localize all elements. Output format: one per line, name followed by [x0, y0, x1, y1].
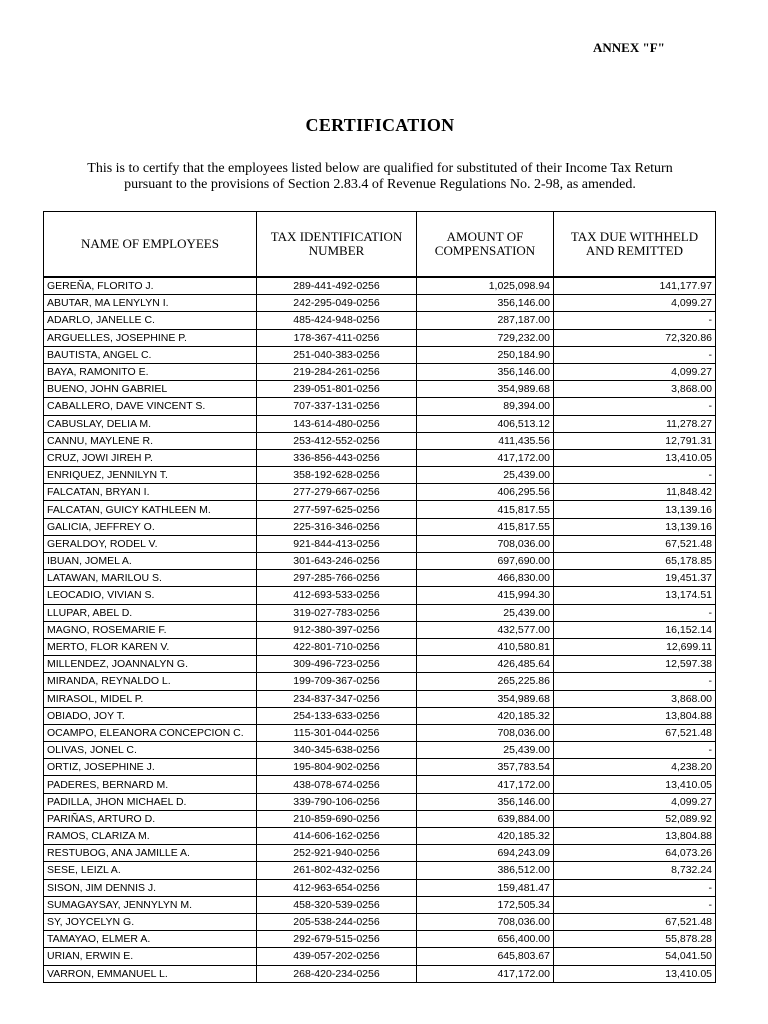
tax-due-cell: 13,410.05: [554, 776, 716, 793]
employee-name: RAMOS, CLARIZA M.: [44, 828, 257, 845]
tax-due-cell: -: [554, 467, 716, 484]
table-row: [44, 346, 716, 363]
document-title: CERTIFICATION: [305, 115, 455, 135]
tin-cell: 239-051-801-0256: [257, 381, 417, 398]
employee-name: ABUTAR, MA LENYLYN I.: [44, 295, 257, 312]
table-row: [44, 724, 716, 741]
tax-due-cell: 13,410.05: [554, 965, 716, 982]
tin-cell: 277-279-667-0256: [257, 484, 417, 501]
table-row: [44, 449, 716, 466]
table-row: [44, 673, 716, 690]
employee-name: SUMAGAYSAY, JENNYLYN M.: [44, 896, 257, 913]
tin-cell: 340-345-638-0256: [257, 742, 417, 759]
tin-cell: 414-606-162-0256: [257, 828, 417, 845]
employee-name: LLUPAR, ABEL D.: [44, 604, 257, 621]
employee-name: PADERES, BERNARD M.: [44, 776, 257, 793]
tax-due-cell: 13,804.88: [554, 707, 716, 724]
tax-due-cell: -: [554, 398, 716, 415]
compensation-cell: 386,512.00: [417, 862, 554, 879]
tin-cell: 412-693-533-0256: [257, 587, 417, 604]
tax-due-cell: -: [554, 604, 716, 621]
tin-cell: 921-844-413-0256: [257, 535, 417, 552]
table-row: [44, 415, 716, 432]
compensation-cell: 25,439.00: [417, 742, 554, 759]
employee-name: MAGNO, ROSEMARIE F.: [44, 621, 257, 638]
table-row: [44, 759, 716, 776]
table-body: [44, 277, 716, 982]
tin-cell: 277-597-625-0256: [257, 501, 417, 518]
tin-cell: 195-804-902-0256: [257, 759, 417, 776]
tin-cell: 319-027-783-0256: [257, 604, 417, 621]
table-row: [44, 913, 716, 930]
tin-cell: 143-614-480-0256: [257, 415, 417, 432]
header-tin: TAX IDENTIFICATION NUMBER: [257, 212, 417, 278]
employee-name: CABUSLAY, DELIA M.: [44, 415, 257, 432]
table-row: [44, 656, 716, 673]
compensation-cell: 1,025,098.94: [417, 277, 554, 295]
tax-due-cell: 3,868.00: [554, 381, 716, 398]
tax-due-cell: 12,699.11: [554, 638, 716, 655]
tax-due-cell: 72,320.86: [554, 329, 716, 346]
tin-cell: 254-133-633-0256: [257, 707, 417, 724]
employee-name: CANNU, MAYLENE R.: [44, 432, 257, 449]
table-row: [44, 621, 716, 638]
employee-name: SY, JOYCELYN G.: [44, 913, 257, 930]
tin-cell: 309-496-723-0256: [257, 656, 417, 673]
compensation-cell: 708,036.00: [417, 724, 554, 741]
compensation-cell: 417,172.00: [417, 449, 554, 466]
tax-due-cell: 4,099.27: [554, 793, 716, 810]
tax-due-cell: 67,521.48: [554, 535, 716, 552]
compensation-cell: 656,400.00: [417, 931, 554, 948]
employee-name: CRUZ, JOWI JIREH P.: [44, 449, 257, 466]
compensation-cell: 265,225.86: [417, 673, 554, 690]
table-row: [44, 484, 716, 501]
table-row: [44, 845, 716, 862]
table-row: [44, 965, 716, 982]
tin-cell: 253-412-552-0256: [257, 432, 417, 449]
tax-due-cell: 12,791.31: [554, 432, 716, 449]
tin-cell: 439-057-202-0256: [257, 948, 417, 965]
compensation-cell: 417,172.00: [417, 965, 554, 982]
employee-name: BUENO, JOHN GABRIEL: [44, 381, 257, 398]
table-row: [44, 363, 716, 380]
employee-name: ENRIQUEZ, JENNILYN T.: [44, 467, 257, 484]
employee-name: ORTIZ, JOSEPHINE J.: [44, 759, 257, 776]
compensation-cell: 356,146.00: [417, 295, 554, 312]
statement-line-1: This is to certify that the employees listed below are qualified for substituted of their Income Tax Return: [87, 161, 673, 176]
tax-due-cell: 13,174.51: [554, 587, 716, 604]
tax-due-cell: 8,732.24: [554, 862, 716, 879]
compensation-cell: 250,184.90: [417, 346, 554, 363]
compensation-cell: 356,146.00: [417, 363, 554, 380]
table-row: [44, 381, 716, 398]
employee-name: ADARLO, JANELLE C.: [44, 312, 257, 329]
compensation-cell: 426,485.64: [417, 656, 554, 673]
compensation-cell: 729,232.00: [417, 329, 554, 346]
table-row: [44, 879, 716, 896]
tin-cell: 225-316-346-0256: [257, 518, 417, 535]
employee-name: GEREÑA, FLORITO J.: [44, 277, 257, 295]
table-row: [44, 793, 716, 810]
employee-name: PADILLA, JHON MICHAEL D.: [44, 793, 257, 810]
tax-due-cell: -: [554, 879, 716, 896]
tin-cell: 412-963-654-0256: [257, 879, 417, 896]
compensation-cell: 415,817.55: [417, 518, 554, 535]
tax-due-cell: 4,099.27: [554, 295, 716, 312]
compensation-cell: 415,994.30: [417, 587, 554, 604]
tax-due-cell: -: [554, 896, 716, 913]
employee-name: ARGUELLES, JOSEPHINE P.: [44, 329, 257, 346]
employee-name: TAMAYAO, ELMER A.: [44, 931, 257, 948]
compensation-cell: 172,505.34: [417, 896, 554, 913]
table-row: [44, 707, 716, 724]
table-row: [44, 828, 716, 845]
compensation-cell: 639,884.00: [417, 810, 554, 827]
table-row: [44, 690, 716, 707]
tin-cell: 205-538-244-0256: [257, 913, 417, 930]
tax-due-cell: 4,099.27: [554, 363, 716, 380]
tax-due-cell: 16,152.14: [554, 621, 716, 638]
tin-cell: 219-284-261-0256: [257, 363, 417, 380]
employee-name: BAYA, RAMONITO E.: [44, 363, 257, 380]
tin-cell: 261-802-432-0256: [257, 862, 417, 879]
table-row: [44, 312, 716, 329]
tin-cell: 115-301-044-0256: [257, 724, 417, 741]
employee-name: MIRANDA, REYNALDO L.: [44, 673, 257, 690]
compensation-cell: 645,803.67: [417, 948, 554, 965]
compensation-cell: 466,830.00: [417, 570, 554, 587]
table-row: [44, 896, 716, 913]
compensation-cell: 694,243.09: [417, 845, 554, 862]
tax-due-cell: 11,278.27: [554, 415, 716, 432]
header-tax-due: TAX DUE WITHHELD AND REMITTED: [554, 212, 716, 278]
tin-cell: 422-801-710-0256: [257, 638, 417, 655]
compensation-cell: 410,580.81: [417, 638, 554, 655]
table-row: [44, 742, 716, 759]
tin-cell: 251-040-383-0256: [257, 346, 417, 363]
employee-name: FALCATAN, BRYAN I.: [44, 484, 257, 501]
header-compensation: AMOUNT OF COMPENSATION: [417, 212, 554, 278]
tax-due-cell: 52,089.92: [554, 810, 716, 827]
employee-name: CABALLERO, DAVE VINCENT S.: [44, 398, 257, 415]
tin-cell: 458-320-539-0256: [257, 896, 417, 913]
tax-due-cell: -: [554, 673, 716, 690]
tin-cell: 707-337-131-0256: [257, 398, 417, 415]
statement-line-2: pursuant to the provisions of Section 2.83.4 of Revenue Regulations No. 2-98, as amended.: [124, 177, 636, 192]
table-row: [44, 329, 716, 346]
tax-due-cell: 55,878.28: [554, 931, 716, 948]
employee-name: OLIVAS, JONEL C.: [44, 742, 257, 759]
table-row: [44, 604, 716, 621]
table-row: [44, 518, 716, 535]
employee-name: GALICIA, JEFFREY O.: [44, 518, 257, 535]
employee-name: LATAWAN, MARILOU S.: [44, 570, 257, 587]
employee-name: OBIADO, JOY T.: [44, 707, 257, 724]
tax-due-cell: 3,868.00: [554, 690, 716, 707]
table-row: [44, 277, 716, 295]
table-row: [44, 432, 716, 449]
tax-due-cell: 12,597.38: [554, 656, 716, 673]
compensation-cell: 159,481.47: [417, 879, 554, 896]
tin-cell: 210-859-690-0256: [257, 810, 417, 827]
employee-name: MILLENDEZ, JOANNALYN G.: [44, 656, 257, 673]
compensation-cell: 357,783.54: [417, 759, 554, 776]
table-header-row: [44, 212, 716, 278]
tax-due-cell: 13,804.88: [554, 828, 716, 845]
tin-cell: 912-380-397-0256: [257, 621, 417, 638]
employee-name: FALCATAN, GUICY KATHLEEN M.: [44, 501, 257, 518]
compensation-cell: 411,435.56: [417, 432, 554, 449]
tax-due-cell: 13,139.16: [554, 518, 716, 535]
compensation-cell: 356,146.00: [417, 793, 554, 810]
tin-cell: 234-837-347-0256: [257, 690, 417, 707]
employee-name: BAUTISTA, ANGEL C.: [44, 346, 257, 363]
tax-due-cell: 67,521.48: [554, 724, 716, 741]
table-row: [44, 501, 716, 518]
certification-statement: [40, 161, 720, 193]
compensation-cell: 417,172.00: [417, 776, 554, 793]
tin-cell: 242-295-049-0256: [257, 295, 417, 312]
tin-cell: 199-709-367-0256: [257, 673, 417, 690]
table-row: [44, 398, 716, 415]
compensation-cell: 89,394.00: [417, 398, 554, 415]
tin-cell: 268-420-234-0256: [257, 965, 417, 982]
tax-due-cell: 4,238.20: [554, 759, 716, 776]
compensation-cell: 354,989.68: [417, 381, 554, 398]
compensation-cell: 406,295.56: [417, 484, 554, 501]
compensation-cell: 697,690.00: [417, 553, 554, 570]
tin-cell: 339-790-106-0256: [257, 793, 417, 810]
compensation-cell: 406,513.12: [417, 415, 554, 432]
employee-name: GERALDOY, RODEL V.: [44, 535, 257, 552]
table-row: [44, 948, 716, 965]
tax-due-cell: 54,041.50: [554, 948, 716, 965]
table-row: [44, 467, 716, 484]
tin-cell: 485-424-948-0256: [257, 312, 417, 329]
header-name: NAME OF EMPLOYEES: [44, 212, 257, 278]
employee-name: URIAN, ERWIN E.: [44, 948, 257, 965]
compensation-cell: 25,439.00: [417, 467, 554, 484]
employee-name: SISON, JIM DENNIS J.: [44, 879, 257, 896]
tax-due-cell: 64,073.26: [554, 845, 716, 862]
tax-due-cell: 141,177.97: [554, 277, 716, 295]
table-row: [44, 810, 716, 827]
tin-cell: 292-679-515-0256: [257, 931, 417, 948]
compensation-cell: 432,577.00: [417, 621, 554, 638]
employee-name: SESE, LEIZL A.: [44, 862, 257, 879]
employee-name: IBUAN, JOMEL A.: [44, 553, 257, 570]
compensation-cell: 420,185.32: [417, 828, 554, 845]
employee-name: MERTO, FLOR KAREN V.: [44, 638, 257, 655]
table-row: [44, 776, 716, 793]
tax-due-cell: 67,521.48: [554, 913, 716, 930]
tax-due-cell: 65,178.85: [554, 553, 716, 570]
employee-name: PARIÑAS, ARTURO D.: [44, 810, 257, 827]
employee-name: RESTUBOG, ANA JAMILLE A.: [44, 845, 257, 862]
table-row: [44, 862, 716, 879]
tin-cell: 358-192-628-0256: [257, 467, 417, 484]
tin-cell: 252-921-940-0256: [257, 845, 417, 862]
tin-cell: 301-643-246-0256: [257, 553, 417, 570]
compensation-cell: 25,439.00: [417, 604, 554, 621]
compensation-cell: 415,817.55: [417, 501, 554, 518]
table-row: [44, 553, 716, 570]
table-row: [44, 587, 716, 604]
tin-cell: 297-285-766-0256: [257, 570, 417, 587]
tin-cell: 289-441-492-0256: [257, 277, 417, 295]
compensation-cell: 354,989.68: [417, 690, 554, 707]
tin-cell: 438-078-674-0256: [257, 776, 417, 793]
tax-due-cell: 11,848.42: [554, 484, 716, 501]
tax-due-cell: 13,410.05: [554, 449, 716, 466]
compensation-cell: 287,187.00: [417, 312, 554, 329]
table-row: [44, 535, 716, 552]
compensation-cell: 708,036.00: [417, 535, 554, 552]
table-row: [44, 638, 716, 655]
tin-cell: 178-367-411-0256: [257, 329, 417, 346]
employee-name: OCAMPO, ELEANORA CONCEPCION C.: [44, 724, 257, 741]
tax-due-cell: -: [554, 742, 716, 759]
tax-due-cell: 13,139.16: [554, 501, 716, 518]
table-row: [44, 295, 716, 312]
employee-name: MIRASOL, MIDEL P.: [44, 690, 257, 707]
compensation-cell: 708,036.00: [417, 913, 554, 930]
compensation-cell: 420,185.32: [417, 707, 554, 724]
annex-label: ANNEX "F": [593, 40, 665, 55]
employee-name: VARRON, EMMANUEL L.: [44, 965, 257, 982]
tax-due-cell: -: [554, 312, 716, 329]
employees-table: [43, 211, 716, 983]
table-row: [44, 570, 716, 587]
table-row: [44, 931, 716, 948]
tax-due-cell: 19,451.37: [554, 570, 716, 587]
employee-name: LEOCADIO, VIVIAN S.: [44, 587, 257, 604]
tax-due-cell: -: [554, 346, 716, 363]
tin-cell: 336-856-443-0256: [257, 449, 417, 466]
